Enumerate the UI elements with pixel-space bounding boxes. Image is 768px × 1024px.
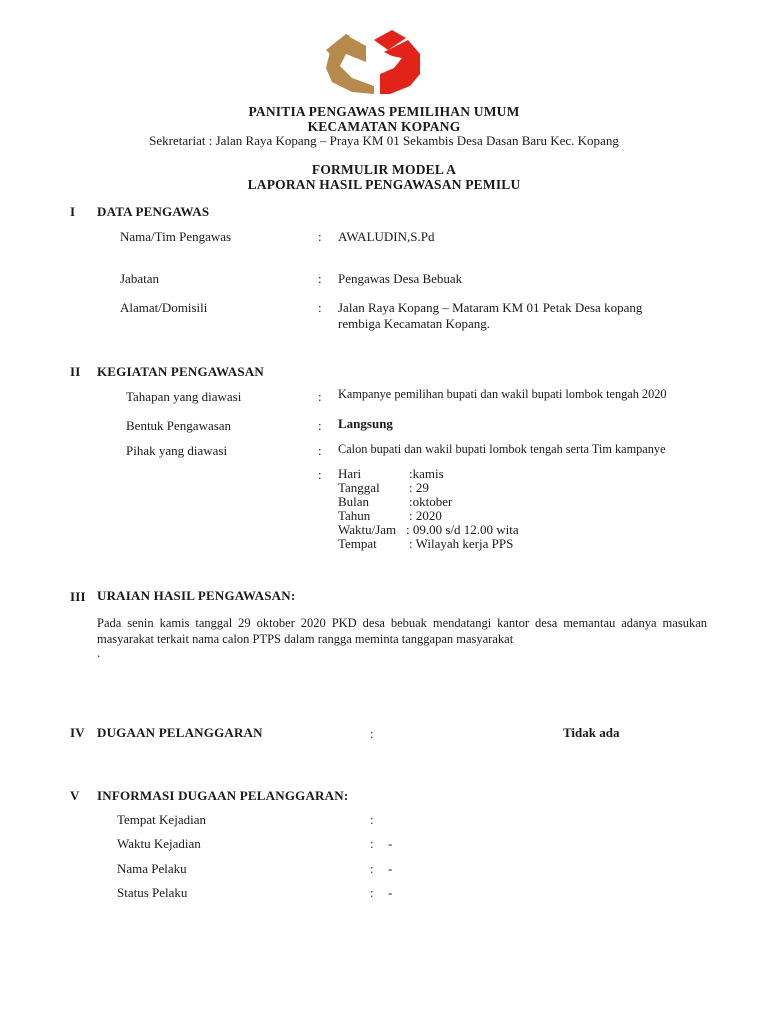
field-value-tahapan: Kampanye pemilihan bupati dan wakil bupati lombok tengah 2020 <box>338 387 667 401</box>
field-sep: : <box>370 726 374 741</box>
field-sep: : <box>318 229 322 244</box>
field-sep: : <box>370 885 374 900</box>
field-label-tempat-kejadian: Tempat Kejadian <box>117 812 206 827</box>
observation-trailing: . <box>97 645 101 660</box>
org-title-line1: PANITIA PENGAWAS PEMILIHAN UMUM <box>248 104 520 119</box>
field-sep: : <box>318 300 322 315</box>
field-sep: : <box>318 443 322 458</box>
schedule-label-tanggal: Tanggal <box>338 480 380 495</box>
schedule-label-tempat: Tempat <box>338 536 377 551</box>
field-sep: : <box>318 389 322 404</box>
field-value-status-pelaku: - <box>388 885 393 900</box>
violation-value: Tidak ada <box>563 725 620 740</box>
schedule-value-tahun: : 2020 <box>409 508 442 523</box>
field-sep: : <box>370 861 374 876</box>
org-title-line2: KECAMATAN KOPANG <box>307 119 461 134</box>
field-sep: : <box>318 418 322 433</box>
section1-number: I <box>70 204 76 219</box>
field-label-pihak: Pihak yang diawasi <box>126 443 228 458</box>
report-title: LAPORAN HASIL PENGAWASAN PEMILU <box>247 177 521 192</box>
schedule-value-tanggal: : 29 <box>409 480 429 495</box>
section3-title: URAIAN HASIL PENGAWASAN: <box>97 588 296 603</box>
schedule-value-waktu: : 09.00 s/d 12.00 wita <box>406 522 519 537</box>
field-sep: : <box>318 271 322 286</box>
schedule-sep: : <box>318 467 322 482</box>
field-value-alamat-line2: rembiga Kecamatan Kopang. <box>338 316 490 331</box>
schedule-label-bulan: Bulan <box>338 494 370 509</box>
field-label-waktu-kejadian: Waktu Kejadian <box>117 836 201 851</box>
field-value-nama: AWALUDIN,S.Pd <box>338 229 435 244</box>
section5-number: V <box>70 788 80 803</box>
field-label-bentuk: Bentuk Pengawasan <box>126 418 232 433</box>
schedule-value-tempat: : Wilayah kerja PPS <box>409 536 514 551</box>
schedule-label-tahun: Tahun <box>338 508 371 523</box>
section3-number: III <box>70 589 86 604</box>
field-value-alamat-line1: Jalan Raya Kopang – Mataram KM 01 Petak Desa kopang <box>338 300 643 315</box>
schedule-value-hari: :kamis <box>409 466 444 481</box>
field-value-waktu-kejadian: - <box>388 836 393 851</box>
form-title: FORMULIR MODEL A <box>311 162 457 177</box>
bawaslu-logo <box>322 28 426 96</box>
schedule-value-bulan: :oktober <box>409 494 453 509</box>
field-label-jabatan: Jabatan <box>120 271 159 286</box>
schedule-label-hari: Hari <box>338 466 362 481</box>
section1-title: DATA PENGAWAS <box>97 204 210 219</box>
field-label-nama: Nama/Tim Pengawas <box>120 229 232 244</box>
secretariat-address: Sekretariat : Jalan Raya Kopang – Praya KM 01 Sekambis Desa Dasan Baru Kec. Kopang <box>149 133 619 148</box>
field-value-jabatan: Pengawas Desa Bebuak <box>338 271 463 286</box>
section4-number: IV <box>70 725 85 740</box>
field-label-nama-pelaku: Nama Pelaku <box>117 861 187 876</box>
observation-paragraph: Pada senin kamis tanggal 29 oktober 2020 PKD desa bebuak mendatangi kantor desa memantau adanya masukan masyarakat terkait nama calon PTPS dalam rangga meminta tanggapan masyarakat <box>97 616 707 646</box>
field-sep: : <box>370 812 374 827</box>
field-value-nama-pelaku: - <box>388 861 393 876</box>
section2-number: II <box>70 364 81 379</box>
field-label-alamat: Alamat/Domisili <box>120 300 208 315</box>
section5-title: INFORMASI DUGAAN PELANGGARAN: <box>97 788 349 803</box>
section4-title: DUGAAN PELANGGARAN <box>97 725 263 740</box>
field-sep: : <box>370 836 374 851</box>
field-value-bentuk: Langsung <box>338 416 393 431</box>
field-label-tahapan: Tahapan yang diawasi <box>126 389 242 404</box>
schedule-label-waktu: Waktu/Jam <box>338 522 397 537</box>
field-value-pihak: Calon bupati dan wakil bupati lombok tengah serta Tim kampanye <box>338 442 666 456</box>
section2-title: KEGIATAN PENGAWASAN <box>97 364 264 379</box>
field-label-status-pelaku: Status Pelaku <box>117 885 188 900</box>
